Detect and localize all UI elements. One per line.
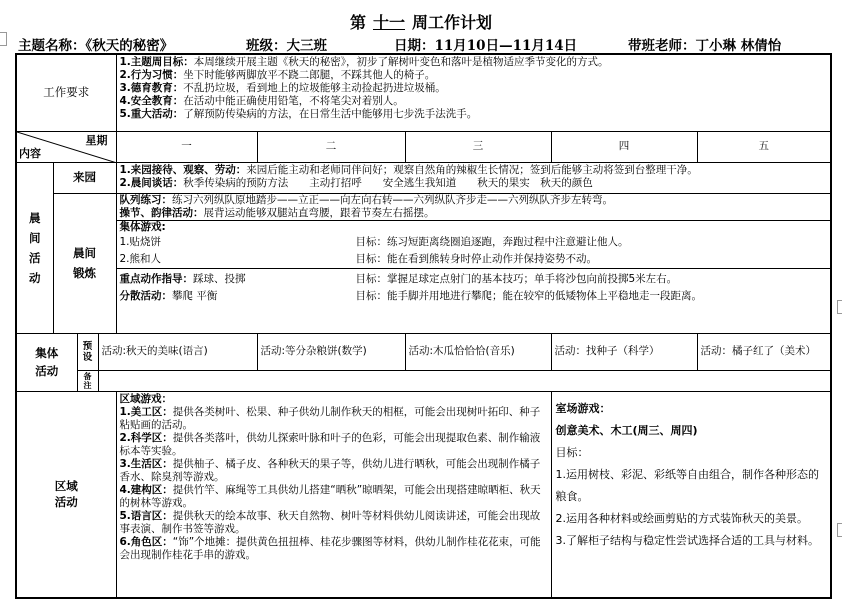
exercise-content: 队列练习：练习六列纵队原地踏步——立正——向左向右转——六列纵队齐步走——六列纵队齐步左转弯。 操节、韵律活动：展背运动能够双腿站直弯腰，跟着节奏左右摇摆。 集体游戏: 1.贴烧饼 目标：练习短距离绕圈追逐跑，奔跑过程中注意避让他人。 2.熊和人 目标：能在看到熊转身时停止动作并保持姿势不动。 重点动作指导：踩球、投掷 目标：掌握足球定点射门的基本技巧；单手将沙包向前投掷5米左右。 分散活动：攀爬 平衡 目标：能手脚并用地进行攀爬；能在较窄的低矮物体上平稳地走一段距离。 [116,193,831,333]
morning-activity-label: 晨间活动 [16,162,53,333]
note-content [98,370,831,391]
weekday-friday: 五 [697,131,831,162]
right-margin-marker [837,523,842,537]
zone-item: 2.科学区：提供各类落叶，供幼儿探索叶脉和叶子的色彩，可能会出现提取色素、制作输液标本等实验。 [119,431,541,457]
week-number: 十一 [372,13,405,32]
requirement-item: 3.德育教育：不乱扔垃圾，看到地上的垃圾能够主动捡起扔进垃圾桶。 [119,82,446,94]
weekday-thursday: 四 [551,131,697,162]
activity-wednesday: 活动:木瓜恰恰恰(音乐) [405,333,551,370]
zone-item: 4.建构区：提供竹竿、麻绳等工具供幼儿搭建“晒秋”晾晒架，可能会出现搭建晾晒柜、秋天的树林等游戏。 [119,483,541,509]
activity-tuesday: 活动:等分杂粮饼(数学) [257,333,405,370]
exercise-label: 晨间锻炼 [53,193,116,333]
requirement-item: 1.主题周目标：本周继续开展主题《秋天的秘密》，初步了解树叶变色和落叶是植物适应季节变化的方式。 [119,56,609,68]
activity-thursday: 活动：找种子（科学） [551,333,697,370]
header-info-line [18,34,781,54]
room-goal: 1.运用树枝、彩泥、彩纸等自由组合，制作各种形态的粮食。 [555,467,819,503]
group-activity-label: 集体活动 [16,333,77,391]
corner-weekday-label: 星期 [85,133,108,147]
weekday-tuesday: 二 [257,131,405,162]
game-item: 1.贴烧饼 目标：练习短距离绕圈追逐跑，奔跑过程中注意避让他人。 [119,235,629,248]
room-goal: 3.了解柜子结构与稳定性尝试选择合适的工具与材料。 [555,533,819,547]
class-name: 班级：大三班 [246,38,327,54]
area-zones: 区域游戏： 1.美工区：提供各类树叶、松果、种子供幼儿制作秋天的相框，可能会出现树叶拓印、种子粘贴画的活动。 2.科学区：提供各类落叶，供幼儿探索叶脉和叶子的色彩，可能会出现提取色素、制作输液标本等实验。 3.生活区：提供柚子、橘子皮、各种秋天的果子等，供幼儿进行晒秋，可能会出现制作橘子香水、除臭剂等游戏。 4.建构区：提供竹竿、麻绳等工具供幼儿搭建“晒秋”晾晒架，可能会出现搭建晾晒柜、秋天的树林等游戏。 5.语言区：提供秋天的绘本故事、秋天自然物、树叶等材料供幼儿阅读讲述，可能会出现故事表演、制作书签等游戏。 6.角色区：“饰”个地摊：提供黄色扭扭棒、桂花步骤图等材料，供幼儿制作桂花花束，可能会出现制作桂花手串的游戏。 [116,391,551,598]
date-range: 日期：11月10日—11月14日 [394,38,578,54]
requirements-content [116,54,831,131]
arrival-label: 来园 [53,162,116,193]
theme-name: 主题名称：《秋天的秘密》 [18,38,174,54]
requirements-row [16,54,831,131]
room-games: 室场游戏： 创意美术、木工(周三、周四) 目标： 1.运用树枝、彩泥、彩纸等自由组合，制作各种形态的粮食。 2.运用各种材料或绘画剪贴的方式装饰秋天的美景。 3.了解柜子结构与稳定性尝试选择合适的工具与材料。 [551,391,831,598]
group-activity-plan-row [16,333,831,370]
zone-item: 1.美工区：提供各类树叶、松果、种子供幼儿制作秋天的相框，可能会出现树叶拓印、种子粘贴画的活动。 [119,405,541,431]
focus-section: 重点动作指导：踩球、投掷 目标：掌握足球定点射门的基本技巧；单手将沙包向前投掷5米左右。 分散活动：攀爬 平衡 目标：能手脚并用地进行攀爬；能在较窄的低矮物体上平稳地走一段距离。 [117,268,831,305]
title-prefix: 第 [349,13,366,32]
weekday-monday: 一 [116,131,257,162]
game-item: 2.熊和人 目标：能在看到熊转身时停止动作并保持姿势不动。 [119,252,597,265]
requirement-item: 2.行为习惯：坐下时能够两脚放平不跷二郎腿，不踩其他人的椅子。 [119,69,436,81]
zone-item: 5.语言区：提供秋天的绘本故事、秋天自然物、树叶等材料供幼儿阅读讲述，可能会出现故事表演、制作书签等游戏。 [119,509,541,535]
area-activity-row [16,391,831,598]
corner-content-label: 内容 [19,146,41,160]
room-goal: 2.运用各种材料或绘画剪贴的方式装饰秋天的美景。 [555,511,808,525]
morning-exercise-row [16,193,831,333]
arrival-content: 1.来园接待、观察、劳动：来园后能主动和老师同伴问好；观察自然角的辣椒生长情况；签到后能够主动将签到台整理干净。 2.晨间谈话：秋季传染病的预防方法 主动打招呼 安全逃生我知道 秋天的果实 秋天的颜色 [116,162,831,193]
requirement-item: 5.重大活动：了解预防传染病的方法，在日常生活中能够用七步洗手法洗手。 [119,108,478,120]
left-margin-marker [0,32,7,46]
requirements-label: 工作要求 [16,54,116,131]
requirement-item: 4.安全教育：在活动中能正确使用铅笔，不将笔尖对着别人。 [119,95,404,107]
activity-monday: 活动:秋天的美味(语言) [98,333,257,370]
activity-friday: 活动：橘子红了（美术） [697,333,831,370]
collective-games: 集体游戏: 1.贴烧饼 目标：练习短距离绕圈追逐跑，奔跑过程中注意避让他人。 2.熊和人 目标：能在看到熊转身时停止动作并保持姿势不动。 [117,220,831,268]
plan-label: 预设 [77,333,98,370]
zone-item: 6.角色区：“饰”个地摊：提供黄色扭扭棒、桂花步骤图等材料，供幼儿制作桂花花束，可能会出现制作桂花手串的游戏。 [119,535,541,561]
weekday-header-row [16,131,831,162]
note-label: 备注 [77,370,98,391]
weekday-corner-cell [16,131,116,162]
group-activity-note-row [16,370,831,391]
right-margin-marker [837,300,842,314]
page-title [0,10,842,33]
weekly-plan-table [15,53,832,599]
area-activity-label: 区域活动 [16,391,116,598]
teachers: 带班老师：丁小琳 林倩怡 [628,38,782,54]
title-suffix: 周工作计划 [412,13,493,32]
zone-item: 3.生活区：提供柚子、橘子皮、各种秋天的果子等，供幼儿进行晒秋，可能会出现制作橘子香水、除臭剂等游戏。 [119,457,541,483]
weekday-wednesday: 三 [405,131,551,162]
morning-arrival-row [16,162,831,193]
